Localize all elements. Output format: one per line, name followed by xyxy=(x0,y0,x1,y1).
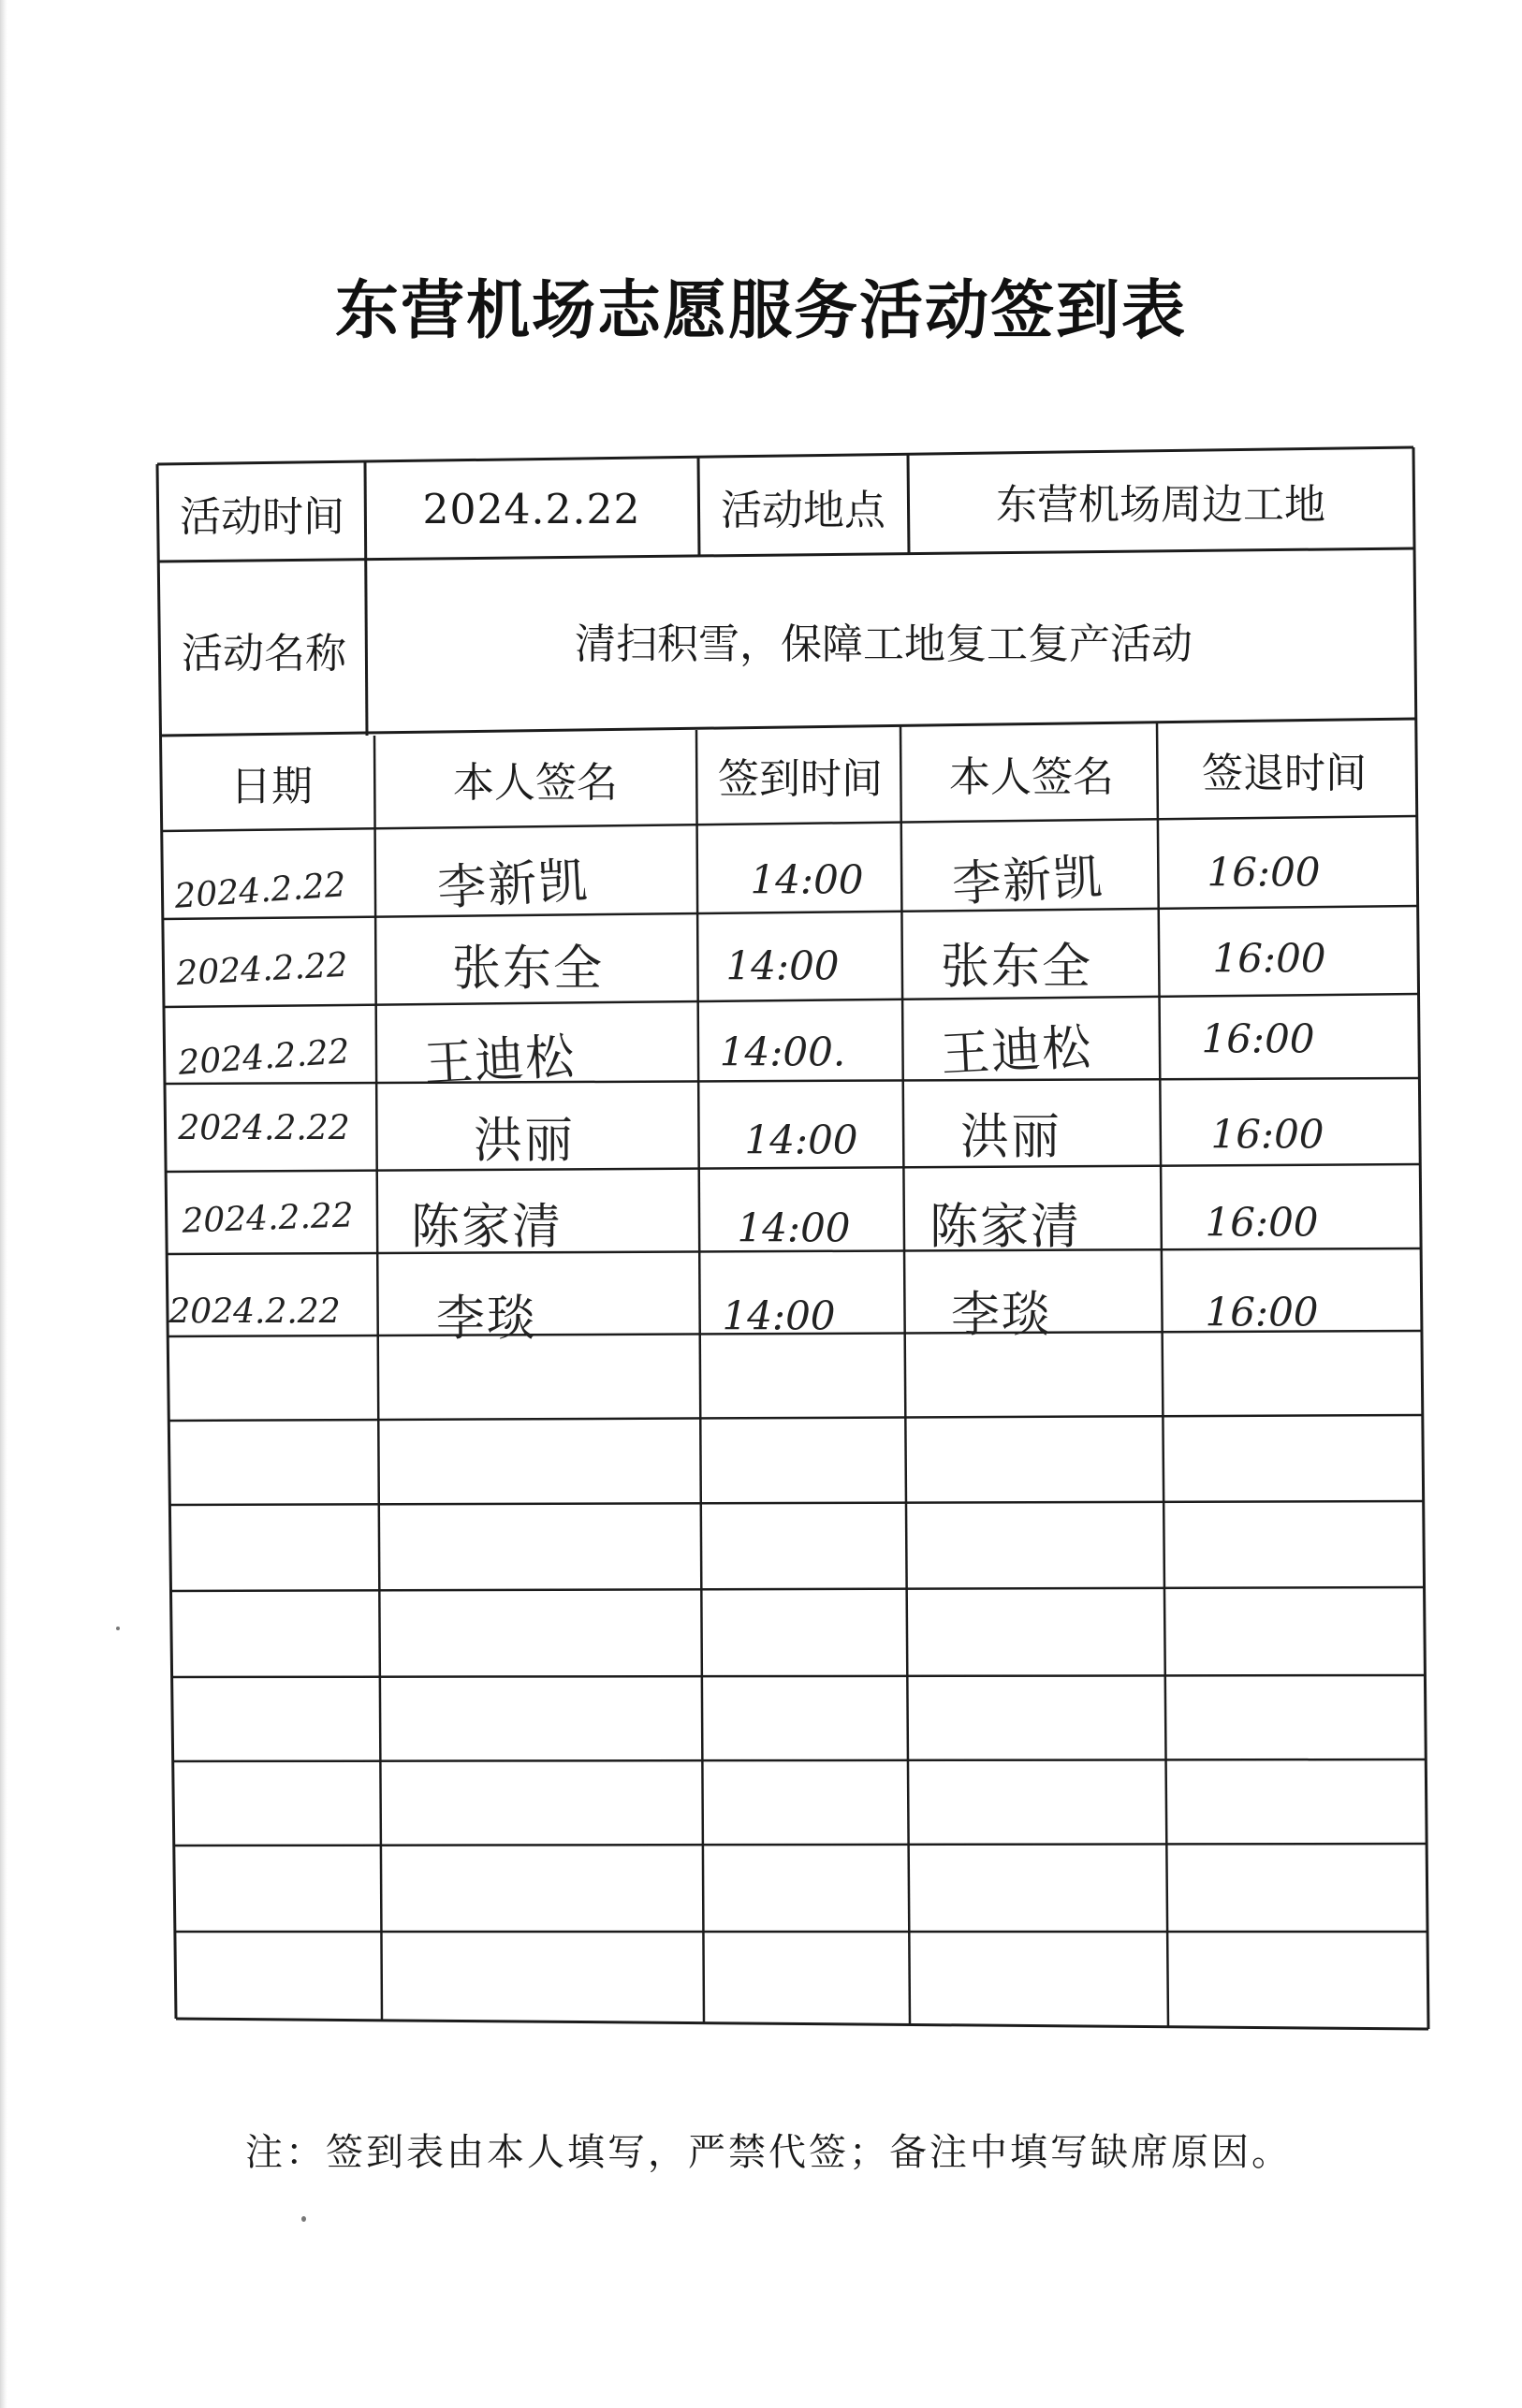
activity-name-value: 清扫积雪，保障工地复工复产活动 xyxy=(575,620,1193,668)
row-1-sign-out-name: 李新凯 xyxy=(950,849,1105,913)
activity-time-label: 活动时间 xyxy=(180,493,344,541)
row-3-sign-out-time: 16:00 xyxy=(1201,1015,1315,1062)
activity-time-value: 2024.2.22 xyxy=(422,486,641,534)
row-2-sign-out-name: 张东全 xyxy=(940,939,1093,996)
row-1-sign-in-time: 14:00 xyxy=(750,856,864,903)
column-header-sign-in-time: 签到时间 xyxy=(718,755,883,803)
scan-speck xyxy=(301,2216,306,2222)
row-2-date: 2024.2.22 xyxy=(175,945,349,994)
activity-place-value: 东营机场周边工地 xyxy=(996,481,1325,529)
scan-speck xyxy=(116,1627,120,1630)
row-3-sign-in-time: 14:00. xyxy=(719,1029,846,1075)
row-4-sign-out-name: 洪丽 xyxy=(959,1109,1062,1166)
row-4-sign-in-name: 洪丽 xyxy=(473,1113,576,1170)
row-6-sign-out-name: 李琰 xyxy=(950,1287,1053,1344)
row-5-sign-out-name: 陈家清 xyxy=(929,1199,1082,1256)
row-3-sign-out-name: 王迪松 xyxy=(939,1019,1094,1084)
row-4-sign-in-time: 14:00 xyxy=(744,1116,858,1163)
column-header-date: 日期 xyxy=(230,763,313,810)
column-header-sign-out-time: 签退时间 xyxy=(1202,750,1367,797)
row-2-sign-in-time: 14:00 xyxy=(725,942,840,989)
row-6-date: 2024.2.22 xyxy=(168,1292,341,1332)
row-5-date: 2024.2.22 xyxy=(181,1196,355,1241)
row-1-date: 2024.2.22 xyxy=(173,866,347,916)
row-6-sign-in-name: 李琰 xyxy=(435,1291,538,1348)
activity-name-label: 活动名称 xyxy=(182,630,346,678)
activity-place-label: 活动地点 xyxy=(721,487,885,534)
column-header-sign-in-name: 本人签名 xyxy=(453,759,618,807)
row-1-sign-in-name: 李新凯 xyxy=(435,853,591,917)
row-6-sign-out-time: 16:00 xyxy=(1205,1289,1319,1335)
row-2-sign-out-time: 16:00 xyxy=(1212,935,1326,982)
row-5-sign-out-time: 16:00 xyxy=(1205,1199,1319,1246)
row-6-sign-in-time: 14:00 xyxy=(722,1292,836,1339)
footer-note: 注：签到表由本人填写，严禁代签；备注中填写缺席原因。 xyxy=(245,2131,1292,2174)
row-4-date: 2024.2.22 xyxy=(178,1109,350,1148)
row-2-sign-in-name: 张东全 xyxy=(451,941,605,998)
row-1-sign-out-time: 16:00 xyxy=(1207,849,1321,896)
row-5-sign-in-name: 陈家清 xyxy=(410,1199,563,1256)
row-3-date: 2024.2.22 xyxy=(177,1032,351,1083)
row-3-sign-in-name: 王迪松 xyxy=(422,1029,578,1093)
row-5-sign-in-time: 14:00 xyxy=(737,1204,851,1251)
column-header-sign-out-name: 本人签名 xyxy=(949,753,1114,801)
row-4-sign-out-time: 16:00 xyxy=(1210,1111,1324,1158)
form-title: 东营机场志愿服务活动签到表 xyxy=(334,274,1187,348)
